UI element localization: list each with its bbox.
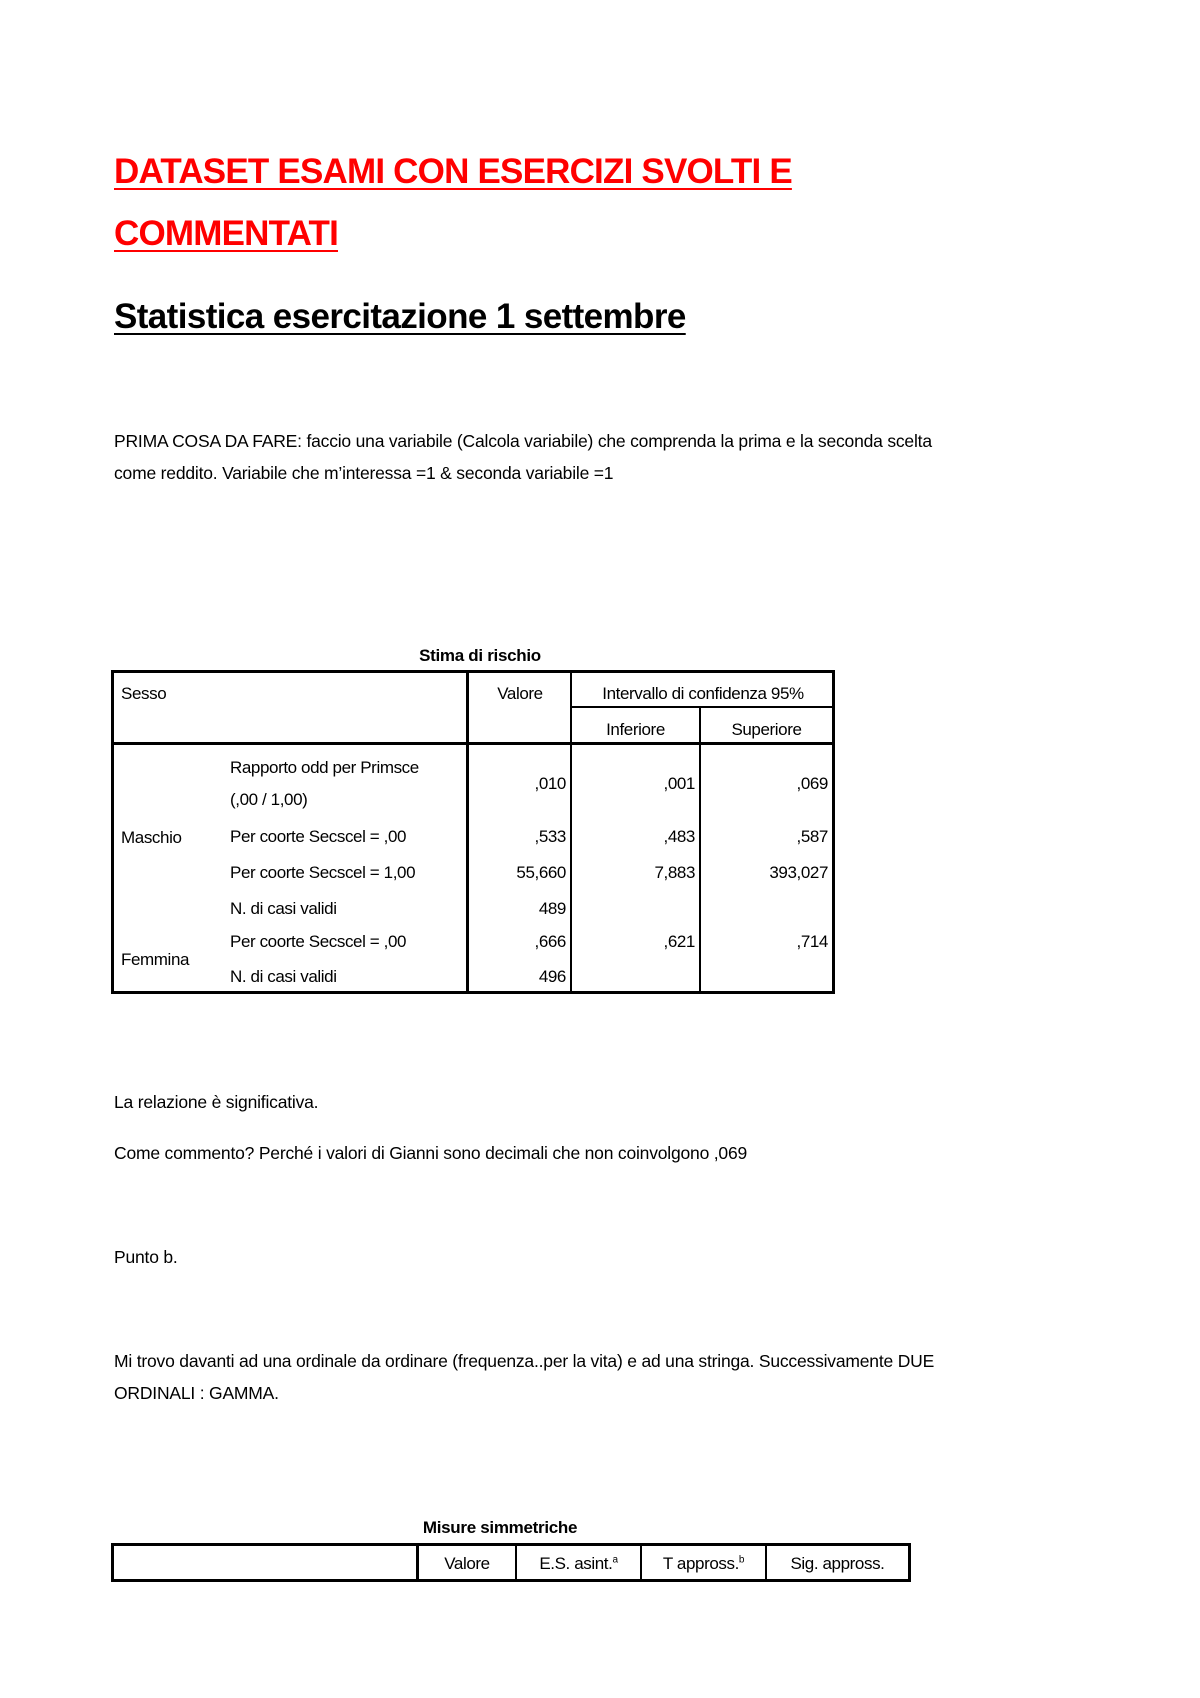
- paragraph-commento: Come commento? Perché i valori di Gianni sono decimali che non coinvolgono ,069: [114, 1143, 748, 1163]
- paragraph-punto-b: Punto b.: [114, 1247, 178, 1267]
- paragraph-significativa: La relazione è significativa.: [114, 1092, 319, 1112]
- cell-superiore: ,714: [796, 932, 828, 951]
- document-title-line1: DATASET ESAMI CON ESERCIZI SVOLTI E: [114, 152, 792, 191]
- intro-line-2: come reddito. Variabile che m’interessa =1 & seconda variabile =1: [114, 463, 614, 483]
- header-valore: Valore: [444, 1554, 490, 1573]
- row-label: N. di casi validi: [230, 899, 337, 918]
- header-superiore: Superiore: [731, 720, 802, 739]
- header-sig-appross: Sig. appross.: [790, 1554, 885, 1573]
- cell-valore: ,533: [534, 827, 566, 846]
- cell-valore: 55,660: [516, 863, 566, 882]
- cell-valore: 489: [538, 899, 566, 918]
- document-subtitle: Statistica esercitazione 1 settembre: [114, 297, 686, 336]
- row-label-continued: (,00 / 1,00): [230, 790, 308, 809]
- table2-caption: Misure simmetriche: [422, 1518, 578, 1537]
- group-maschio: Maschio: [121, 828, 182, 847]
- cell-superiore: 393,027: [769, 863, 828, 882]
- row-label: Per coorte Secscel = ,00: [230, 932, 407, 951]
- header-es-asint: E.S. asint.$^a$: [539, 1554, 618, 1573]
- row-label: Per coorte Secscel = ,00: [230, 827, 407, 846]
- header-t-appross: T appross.$^b$: [662, 1554, 745, 1573]
- cell-superiore: ,069: [796, 774, 828, 793]
- cell-superiore: ,587: [796, 827, 828, 846]
- intro-line-1: PRIMA COSA DA FARE: faccio una variabile (Calcola variabile) che comprenda la prima e la seconda scelta: [114, 431, 932, 451]
- cell-valore: 496: [538, 967, 566, 986]
- document-title-line2: COMMENTATI: [114, 214, 338, 253]
- header-sesso: Sesso: [121, 684, 167, 703]
- header-valore: Valore: [497, 684, 543, 703]
- cell-inferiore: 7,883: [654, 863, 695, 882]
- cell-valore: ,666: [534, 932, 566, 951]
- paragraph-ordinale-line2: ORDINALI : GAMMA.: [114, 1383, 279, 1403]
- cell-inferiore: ,001: [663, 774, 695, 793]
- cell-valore: ,010: [534, 774, 566, 793]
- table1-caption: Stima di rischio: [419, 646, 541, 665]
- cell-inferiore: ,483: [663, 827, 695, 846]
- paragraph-ordinale-line1: Mi trovo davanti ad una ordinale da ordinare (frequenza..per la vita) e ad una stringa. Successivamente DUE: [114, 1351, 935, 1371]
- cell-inferiore: ,621: [663, 932, 695, 951]
- row-label: Per coorte Secscel = 1,00: [230, 863, 416, 882]
- header-inferiore: Inferiore: [606, 720, 665, 739]
- header-intervallo: Intervallo di confidenza 95%: [602, 684, 804, 703]
- row-label: N. di casi validi: [230, 967, 337, 986]
- row-label: Rapporto odd per Primsce: [230, 758, 419, 777]
- group-femmina: Femmina: [121, 950, 190, 969]
